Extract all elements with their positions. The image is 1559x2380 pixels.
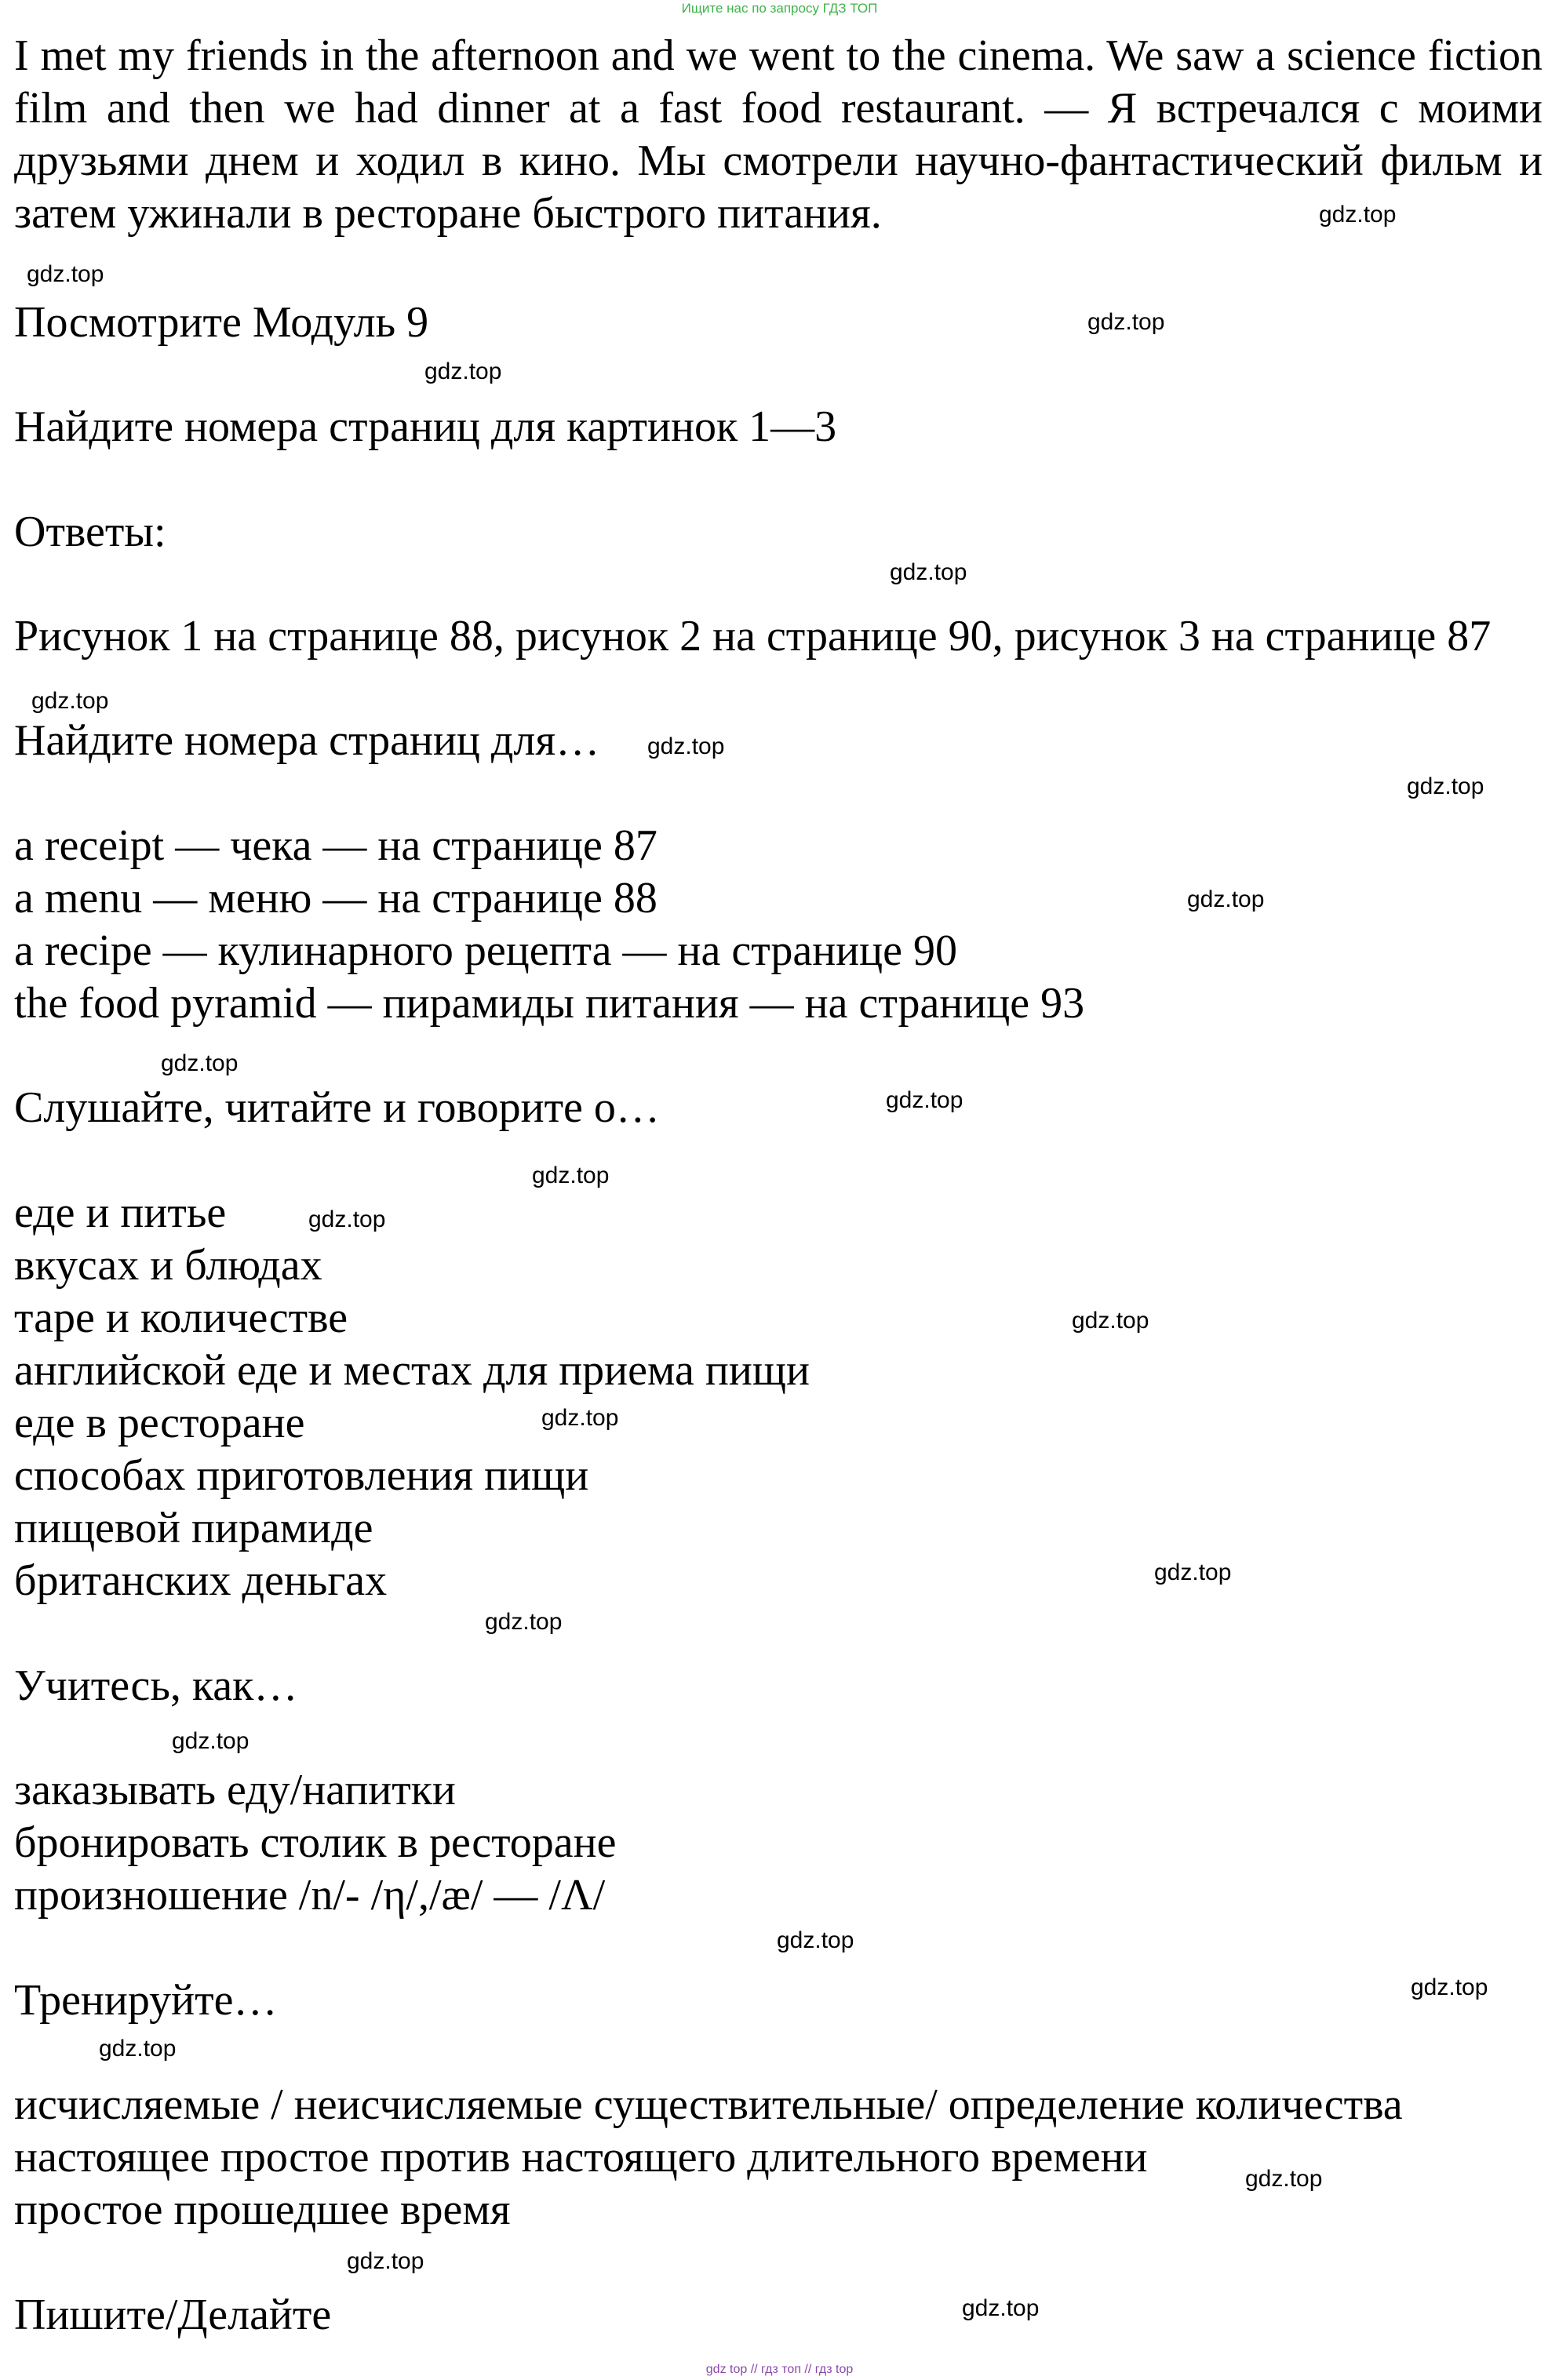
listen-item: еде и питье [14, 1188, 227, 1237]
practice-heading: Тренируйте… [14, 1976, 278, 2025]
listen-item: способах приготовления пищи [14, 1451, 589, 1500]
watermark-text: gdz.top [886, 1087, 963, 1113]
learn-heading: Учитесь, как… [14, 1661, 298, 1710]
watermark-text: gdz.top [1087, 309, 1165, 335]
watermark-text: gdz.top [1245, 2166, 1323, 2192]
watermark-text: gdz.top [308, 1206, 386, 1232]
listen-item: таре и количестве [14, 1294, 348, 1342]
watermark-text: gdz.top [1411, 1974, 1488, 2000]
watermark-text: gdz.top [99, 2036, 177, 2062]
watermark-text: gdz.top [962, 2295, 1040, 2321]
answers-label: Ответы: [14, 508, 166, 556]
listen-item: английской еде и местах для приема пищи [14, 1346, 810, 1395]
watermark-text: gdz.top [777, 1927, 854, 1953]
practice-item: исчисляемые / неисчисляемые существительные/ определение количества [14, 2080, 1403, 2129]
learn-item: заказывать еду/напитки [14, 1766, 456, 1814]
watermark-text: gdz.top [27, 261, 104, 287]
watermark-text: gdz.top [161, 1050, 239, 1076]
watermark-text: gdz.top [1154, 1559, 1232, 1585]
listen-item: вкусах и блюдах [14, 1241, 322, 1290]
intro-paragraph: I met my friends in the afternoon and we went to the cinema. We saw a science fiction film and then we had dinner at a fast food restaurant. — Я встречался с моими друзьями днем и ходил в кино. Мы смотрели научно-фантастический фильм и затем ужинали в ресторане быстрого питания. [14, 31, 1543, 238]
pages-item: the food pyramid — пирамиды питания — на странице 93 [14, 979, 1085, 1028]
watermark-text: gdz.top [1187, 886, 1265, 912]
watermark-text: gdz.top [485, 1609, 563, 1635]
watermark-text: gdz.top [1319, 202, 1397, 227]
footer-links[interactable]: gdz top // гдз топ // гдз top [705, 2363, 854, 2376]
watermark-text: gdz.top [172, 1728, 250, 1754]
find-pages-heading: Найдите номера страниц для… [14, 716, 600, 765]
listen-item: пищевой пирамиде [14, 1504, 373, 1552]
listen-heading: Слушайте, читайте и говорите о… [14, 1083, 660, 1132]
write-heading: Пишите/Делайте [14, 2291, 332, 2339]
watermark-text: gdz.top [647, 733, 725, 759]
learn-item: бронировать столик в ресторане [14, 1818, 617, 1867]
pictures-answer: Рисунок 1 на странице 88, рисунок 2 на странице 90, рисунок 3 на странице 87 [14, 612, 1492, 661]
module-heading: Посмотрите Модуль 9 [14, 298, 429, 347]
listen-item: еде в ресторане [14, 1399, 305, 1447]
watermark-text: gdz.top [1072, 1308, 1149, 1334]
watermark-text: gdz.top [890, 559, 967, 585]
watermark-text: gdz.top [1407, 773, 1484, 799]
practice-item: настоящее простое против настоящего длительного времени [14, 2133, 1148, 2182]
find-pictures-heading: Найдите номера страниц для картинок 1—3 [14, 402, 837, 451]
watermark-text: gdz.top [541, 1405, 619, 1431]
pages-item: a menu — меню — на странице 88 [14, 874, 657, 923]
listen-item: британских деньгах [14, 1556, 388, 1605]
watermark-text: gdz.top [347, 2248, 424, 2274]
learn-item: произношение /n/- /η/,/æ/ — /Λ/ [14, 1871, 606, 1920]
watermark-text: gdz.top [532, 1163, 610, 1188]
pages-item: a receipt — чека — на странице 87 [14, 821, 657, 870]
watermark-text: gdz.top [424, 358, 502, 384]
practice-item: простое прошедшее время [14, 2185, 511, 2234]
pages-item: a recipe — кулинарного рецепта — на странице 90 [14, 926, 957, 975]
top-banner[interactable]: Ищите нас по запросу ГДЗ ТОП [681, 1, 878, 16]
watermark-text: gdz.top [31, 688, 109, 714]
